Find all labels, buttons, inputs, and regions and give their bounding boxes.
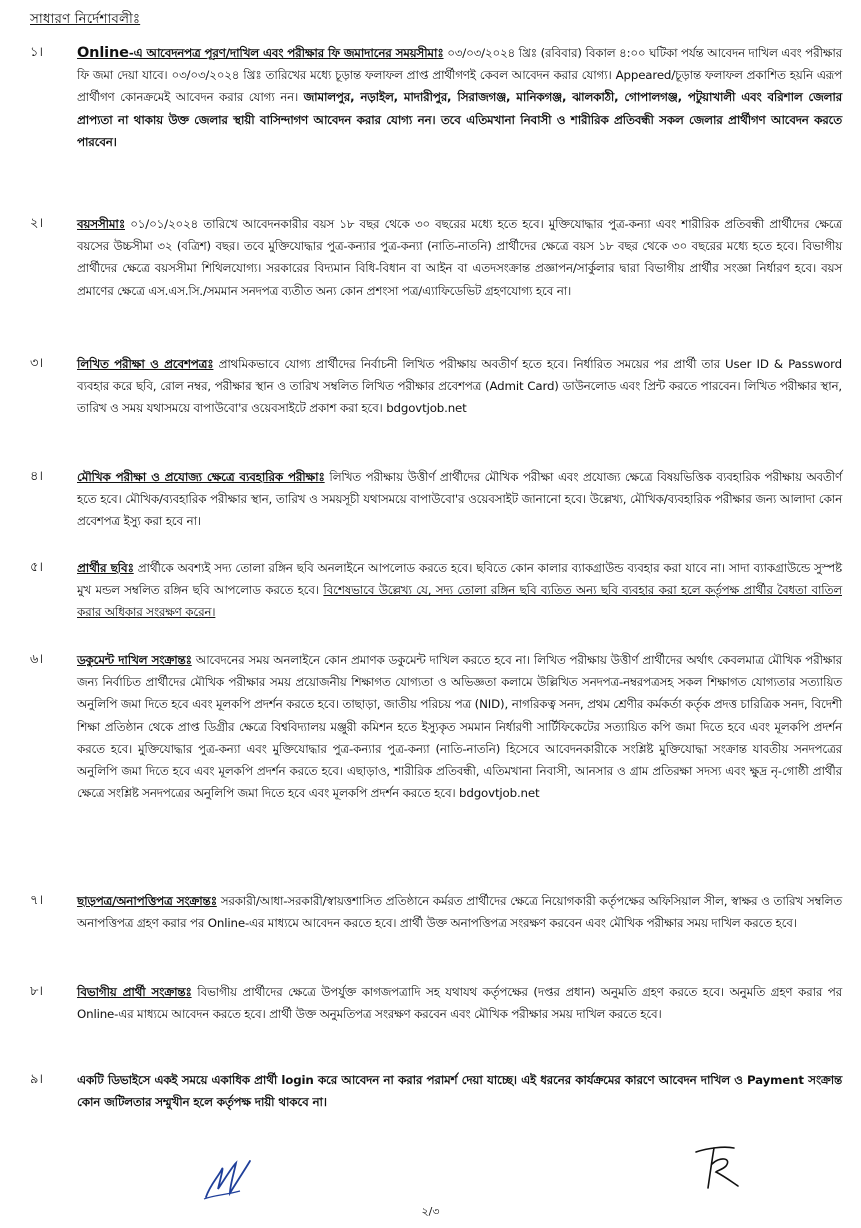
item-text <box>77 557 842 624</box>
item-body: ০১/০১/২০২৪ তারিখে আবেদনকারীর বয়স ১৮ বছর থেকে ৩০ বছরের মধ্যে হতে হবে। মুক্তিযোদ্ধার পুত্র-কন্যা এবং শারীরিক প্রতিবন্ধী প্রার্থীদের ক্ষেত্রে বয়সের উচ্চসীমা ৩২ (বত্রিশ) বছর। তবে মুক্তিযোদ্ধার পুত্র-কন্যার পুত্র-কন্যা (নাতি-নাতনি) প্রার্থীদের ক্ষেত্রে বয়স ১৮ বছর থেকে ৩০ বছরের মধ্যে হতে হবে। বিভাগীয় প্রার্থীদের ক্ষেত্রে বয়সসীমা শিথিলযোগ্য। সরকারের বিদ্যমান বিধি-বিধান বা আইন বা এতদসংক্রান্ত প্রজ্ঞাপন/সার্কুলার দ্বারা বিভাগীয় প্রার্থীর সংজ্ঞা নির্ধারণ হবে। বয়স প্রমাণের ক্ষেত্রে এস.এস.সি./সমমান সনদপত্র ব্যতীত অন্য কোন প্রশংসা পত্র/এ্যাফিডেভিট গ্রহণযোগ্য হবে না। <box>77 217 842 298</box>
item-text <box>77 213 842 302</box>
item-number: ৭। <box>30 893 44 908</box>
item-number: ৩। <box>30 356 44 371</box>
item-body: আবেদনের সময় অনলাইনে কোন প্রমাণক ডকুমেন্ট দাখিল করতে হবে না। লিখিত পরীক্ষায় উত্তীর্ণ প্রার্থীদের অর্থাৎ কেবলমাত্র মৌখিক পরীক্ষার জন্য নির্বাচিত প্রার্থীদের মৌখিক পরীক্ষার সময় প্রয়োজনীয় শিক্ষাগত যোগ্যতা ও অভিজ্ঞতা কলামে উল্লিখিত সনদপত্র-নম্বরপত্রসহ সকল শিক্ষাগত যোগ্যতার সত্যায়িত অনুলিপি জমা দিতে হবে এবং মূলকপি প্রদর্শন করতে হবে। তাছাড়া, জাতীয় পরিচয় পত্র (NID), নাগরিকত্ব সনদ, প্রথম শ্রেণীর কর্মকর্তা কর্তৃক প্রদত্ত চারিত্রিক সনদ, বিদেশী শিক্ষা প্রতিষ্ঠান থেকে প্রাপ্ত ডিগ্রীর ক্ষেত্রে বিশ্ববিদ্যালয় মঞ্জুরী কমিশন হতে ইস্যুকৃত সমমান নির্ধারণী সার্টিফিকেটের সত্যায়িত কপি জমা দিতে হবে এবং মূলকপি প্রদর্শন করতে হবে। মুক্তিযোদ্ধার পুত্র-কন্যা এবং মুক্তিযোদ্ধার পুত্র-কন্যার পুত্র-কন্যা (নাতি-নাতনি) হিসেবে আবেদনকারীকে সংশ্লিষ্ট মুক্তিযোদ্ধা সংক্রান্ত যাবতীয় সনদপত্রের অনুলিপি জমা দিতে হবে এবং মূলকপি প্রদর্শন করতে হবে। এছাড়াও, শারীরিক প্রতিবন্ধী, এতিমখানা নিবাসী, আনসার ও গ্রাম প্রতিরক্ষা সদস্য এবং ক্ষুদ্র নৃ-গোষ্ঠী প্রার্থীর ক্ষেত্রে সংশ্লিষ্ট সনদপত্রের অনুলিপি জমা দিতে হবে এবং মূলকপি প্রদর্শন করতে হবে। bdgovtjob.net <box>77 653 843 801</box>
instruction-item-1 <box>30 42 842 153</box>
instruction-item-6 <box>30 649 842 804</box>
instruction-item-9 <box>30 1069 842 1113</box>
item-text <box>77 466 842 533</box>
item-label: ডকুমেন্ট দাখিল সংক্রান্তঃ <box>77 653 192 667</box>
item-body: প্রার্থীকে অবশ্যই সদ্য তোলা রঙ্গিন ছবি অনলাইনে আপলোড করতে হবে। ছবিতে কোন কালার ব্যাকগ্রাউন্ড ব্যবহার করা যাবে না। সাদা ব্যাকগ্রাউন্ডে সুস্পষ্ট মুখ মন্ডল সম্বলিত রঙ্গিন ছবি আপলোড করতে হবে। <box>77 561 842 598</box>
item-body: লিখিত পরীক্ষায় উত্তীর্ণ প্রার্থীদের মৌখিক পরীক্ষা এবং প্রযোজ্য ক্ষেত্রে বিষয়ভিত্তিক ব্যবহারিক পরীক্ষায় অবতীর্ণ হতে হবে। মৌখিক/ব্যবহারিক পরীক্ষার স্থান, তারিখ ও সময়সূচী যথাসময়ে বাপাউবো'র ওয়েবসাইট জানানো হবে। উল্লেখ্য, মৌখিক/ব্যবহারিক পরীক্ষার জন্য আলাদা কোন প্রবেশপত্র ইস্যু করা হবে না। <box>77 470 842 529</box>
item-number: ৬। <box>30 652 44 667</box>
item-number: ৮। <box>30 984 44 999</box>
instruction-item-8 <box>30 981 842 1025</box>
item-text <box>77 1069 842 1113</box>
item-number: ৫। <box>30 560 44 575</box>
item-number: ৯। <box>30 1072 44 1087</box>
signature-right-image <box>688 1142 744 1192</box>
item-underlined-note: বিশেষভাবে উল্লেখ্য যে, সদ্য তোলা রঙ্গিন ছবি ব্যতিত অন্য ছবি ব্যবহার করা হলে কর্তৃপক্ষ প্রার্থীর বৈধতা বাতিল করার অধিকার সংরক্ষণ করেন। <box>77 583 842 620</box>
item-label: বিভাগীয় প্রার্থী সংক্রান্তঃ <box>77 985 192 999</box>
item-label <box>77 46 444 60</box>
item-label: প্রার্থীর ছবিঃ <box>77 561 134 575</box>
item-text <box>77 890 842 934</box>
item-label: লিখিত পরীক্ষা ও প্রবেশপত্রঃ <box>77 357 214 371</box>
instruction-item-3 <box>30 353 842 420</box>
item-body: প্রাথমিকভাবে যোগ্য প্রার্থীদের নির্বাচনী লিখিত পরীক্ষায় অবতীর্ণ হতে হবে। নির্ধারিত সময়ের পর প্রার্থী তার User ID & Password ব্যবহার করে ছবি, রোল নম্বর, পরীক্ষার স্থান ও তারিখ সম্বলিত লিখিত পরীক্ষার প্রবেশপত্র (Admit Card) ডাউনলোড এবং প্রিন্ট করতে পারবেন। লিখিত পরীক্ষার স্থান, তারিখ ও সময় যথাসময়ে বাপাউবো'র ওয়েবসাইটে প্রকাশ করা হবে। bdgovtjob.net <box>77 357 842 416</box>
item-number: ১। <box>30 45 44 60</box>
item-label: মৌখিক পরীক্ষা ও প্রযোজ্য ক্ষেত্রে ব্যবহারিক পরীক্ষাঃ <box>77 470 325 484</box>
item-number: ৪। <box>30 469 44 484</box>
item-number: ২। <box>30 216 44 231</box>
instruction-item-2 <box>30 213 842 302</box>
instruction-item-5 <box>30 557 842 624</box>
item-text <box>77 353 842 420</box>
item-text <box>77 42 842 153</box>
item-body: সরকারী/আধা-সরকারী/স্বায়ত্তশাসিত প্রতিষ্ঠানে কর্মরত প্রার্থীদের ক্ষেত্রে নিয়োগকারী কর্তৃপক্ষের অফিসিয়াল সীল, স্বাক্ষর ও তারিখ সম্বলিত অনাপত্তিপত্র গ্রহণ করার পর Online-এর মাধ্যমে আবেদন করতে হবে। প্রার্থী উক্ত অনাপত্তিপত্র সংরক্ষণ করবেন এবং মৌখিক পরীক্ষার সময় দাখিল করতে হবে। <box>77 894 842 931</box>
item-label: ছাড়পত্র/অনাপত্তিপত্র সংক্রান্তঃ <box>77 894 217 908</box>
item-text <box>77 649 842 804</box>
item-bold-note: জামালপুর, নড়াইল, মাদারীপুর, সিরাজগঞ্জ, মানিকগঞ্জ, ঝালকাঠী, গোপালগঞ্জ, পটুয়াখালী এবং বরিশাল জেলার প্রাপ্যতা না থাকায় উক্ত জেলার স্থায়ী বাসিন্দাগণ আবেদন করার যোগ্য নন। তবে এতিমখানা নিবাসী ও শারীরিক প্রতিবন্ধী সকল জেলার প্রার্থীগণ আবেদন করতে পারবেন। <box>77 90 842 149</box>
item-body: ০৩/০৩/২০২৪ খ্রিঃ (রবিবার) বিকাল ৪:০০ ঘটিকা পর্যন্ত আবেদন দাখিল এবং পরীক্ষার ফি জমা দেয়া যাবে। ০৩/০৩/২০২৪ খ্রিঃ তারিখের মধ্যে চূড়ান্ত ফলাফল প্রাপ্ত প্রার্থীগণই কেবল আবেদন করার যোগ্য। Appeared/চূড়ান্ত ফলাফল প্রকাশিত হয়নি এরূপ প্রার্থীগণ কোনক্রমেই আবেদন করার যোগ্য নন। <box>77 46 842 105</box>
item-label-rest: -এ আবেদনপত্র পূরণ/দাখিল এবং পরীক্ষার ফি জমাদানের সময়সীমাঃ <box>128 46 444 60</box>
instruction-item-7 <box>30 890 842 934</box>
item-body: বিভাগীয় প্রার্থীদের ক্ষেত্রে উপর্যুক্ত কাগজপত্রাদি সহ যথাযথ কর্তৃপক্ষের (দপ্তর প্রধান) অনুমতি গ্রহণ করতে হবে। অনুমতি গ্রহণ করার পর Online-এর মাধ্যমে আবেদন করতে হবে। প্রার্থী উক্ত অনুমতিপত্র সংরক্ষণ করবেন এবং মৌখিক পরীক্ষার সময় দাখিল করতে হবে। <box>77 985 842 1022</box>
instruction-item-4 <box>30 466 842 533</box>
page-number: ২/৩ <box>421 1205 440 1218</box>
item-label: বয়সসীমাঃ <box>77 217 125 231</box>
general-instructions-heading: সাধারণ নির্দেশাবলীঃ <box>30 11 141 27</box>
item-bold-note: একটি ডিভাইসে একই সময়ে একাধিক প্রার্থী login করে আবেদন না করার পরামর্শ দেয়া যাচ্ছে। এই ধরনের কার্যক্রমের কারণে আবেদন দাখিল ও Payment সংক্রান্ত কোন জটিলতার সম্মুখীন হলে কর্তৃপক্ষ দায়ী থাকবে না। <box>77 1073 842 1110</box>
item-text <box>77 981 842 1025</box>
signature-left-image <box>200 1155 260 1203</box>
item-label-lead: Online <box>77 45 129 61</box>
